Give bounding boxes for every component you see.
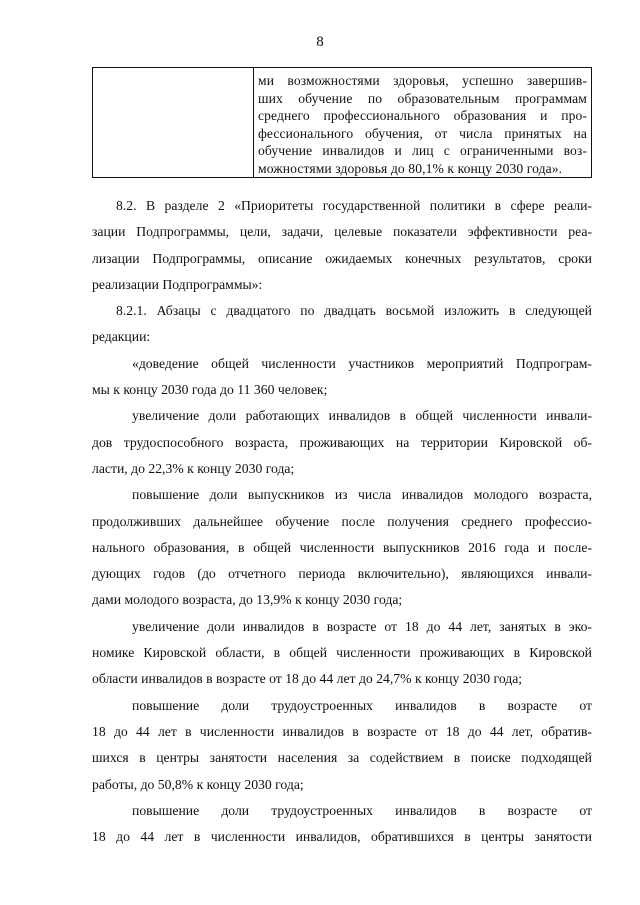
text-line: мы к концу 2030 года до 11 360 человек; [92,382,328,398]
text-line: шихся в центры занятости населения за содействием в поиске подходящей [92,750,592,766]
text-line: области инвалидов в возрасте от 18 до 44 лет до 24,7% к концу 2030 года; [92,671,523,687]
text-line: ласти, до 22,3% к концу 2030 года; [92,460,295,476]
text-line: повышение доли трудоустроенных инвалидов в возрасте от [132,802,592,818]
table-cell-empty [93,68,254,177]
text-line: нального образования, в общей численности выпускников 2016 года и после- [92,539,592,555]
table-text-line: ших обучение по образовательным программам [258,90,587,106]
text-line: дующих годов (до отчетного периода включительно), являющихся инвали- [92,566,592,582]
text-line: продолживших дальнейшее обучение после получения среднего профессио- [92,513,592,529]
page-number: 8 [316,34,324,50]
table-text-line: среднего профессионального образования и про- [258,108,587,124]
paragraph-p-q3 [92,482,592,613]
text-line: повышение доли выпускников из числа инвалидов молодого возраста, [132,487,592,503]
text-line: дами молодого возраста, до 13,9% к концу 2030 года; [92,592,403,608]
paragraph-p-8-2-1 [92,298,592,351]
text-line: редакции: [92,329,151,345]
text-line: номике Кировской области, в общей численности проживающих в Кировской [92,645,592,661]
text-line: 18 до 44 лет в численности инвалидов в возрасте от 18 до 44 лет, обратив- [92,723,592,739]
paragraph-p-q4 [92,614,592,693]
table-text-line: фессионального обучения, от числа принятых на [258,125,587,141]
document-body [92,193,592,850]
text-line: 8.2.1. Абзацы с двадцатого по двадцать восьмой изложить в следующей [116,303,592,319]
paragraph-p-q2 [92,403,592,482]
text-line: лизации Подпрограммы, описание ожидаемых конечных результатов, сроки [92,250,592,266]
text-line: увеличение доли работающих инвалидов в общей численности инвали- [132,408,592,424]
text-line: реализации Подпрограммы»: [92,276,263,292]
text-line: зации Подпрограммы, цели, задачи, целевые показатели эффективности реа- [92,224,592,240]
paragraph-p-q1 [92,351,592,404]
paragraph-p-q6 [92,798,592,851]
table-text-line: ми возможностями здоровья, успешно завершив- [258,73,587,88]
text-line: дов трудоспособного возраста, проживающих на территории Кировской об- [92,434,592,450]
paragraph-p-q5 [92,693,592,798]
table-text-line: обучение инвалидов и лиц с ограниченными воз- [258,143,587,159]
text-line: 18 до 44 лет в численности инвалидов, обратившихся в центры занятости [92,829,592,845]
paragraph-p-8-2 [92,193,592,298]
table-cell-text [254,68,591,177]
table-text-line: можностями здоровья до 80,1% к концу 2030 года». [258,160,563,176]
text-line: «доведение общей численности участников мероприятий Подпрограм- [132,355,592,371]
text-line: повышение доли трудоустроенных инвалидов в возрасте от [132,697,592,713]
table-continuation [92,67,592,178]
text-line: 8.2. В разделе 2 «Приоритеты государственной политики в сфере реали- [116,198,592,213]
text-line: работы, до 50,8% к концу 2030 года; [92,776,304,792]
text-line: увеличение доли инвалидов в возрасте от 18 до 44 лет, занятых в эко- [132,618,592,634]
